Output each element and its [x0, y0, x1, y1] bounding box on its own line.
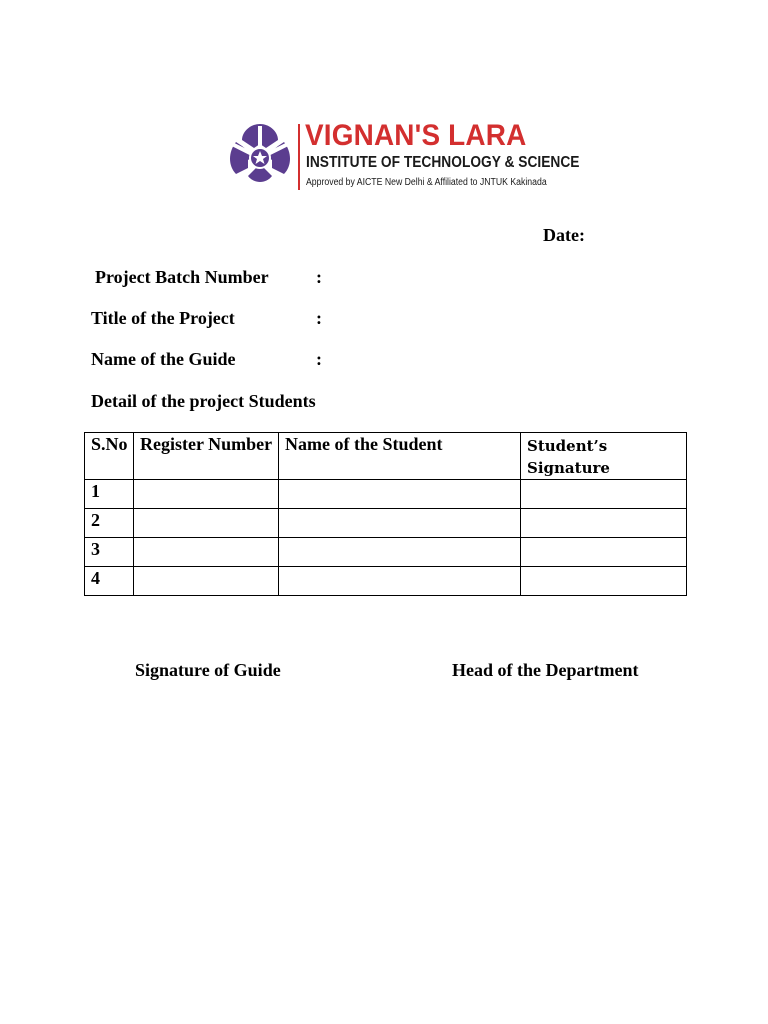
header-student-name: Name of the Student [279, 433, 521, 480]
cell-sno: 3 [85, 538, 134, 567]
header-sno: S.No [85, 433, 134, 480]
institute-tagline: Approved by AICTE New Delhi & Affiliated to JNTUK Kakinada [306, 177, 547, 188]
project-title-colon: : [316, 308, 322, 328]
guide-name-label: Name of the Guide [91, 349, 236, 369]
cell-sno: 1 [85, 480, 134, 509]
logo-divider [298, 124, 300, 190]
date-label: Date: [543, 225, 585, 245]
cell-student-name[interactable] [279, 480, 521, 509]
cell-register-number[interactable] [134, 567, 279, 596]
hod-label: Head of the Department [452, 660, 639, 680]
cell-register-number[interactable] [134, 538, 279, 567]
table-row [85, 538, 687, 567]
guide-name-colon: : [316, 349, 322, 369]
project-title-label: Title of the Project [91, 308, 235, 328]
cell-student-name[interactable] [279, 509, 521, 538]
cell-student-signature[interactable] [521, 480, 687, 509]
cell-sno: 2 [85, 509, 134, 538]
project-batch-number-colon: : [316, 267, 322, 287]
header-register-number: Register Number [134, 433, 279, 480]
institute-logo [226, 119, 580, 198]
cell-student-name[interactable] [279, 567, 521, 596]
cell-register-number[interactable] [134, 480, 279, 509]
cell-sno: 4 [85, 567, 134, 596]
cell-student-signature[interactable] [521, 538, 687, 567]
students-heading: Detail of the project Students [91, 391, 316, 411]
guide-signature-label: Signature of Guide [135, 660, 281, 680]
institute-name: VIGNAN'S LARA [305, 119, 527, 152]
institute-emblem-icon [226, 122, 294, 192]
table-header-row [85, 433, 687, 480]
table-row [85, 509, 687, 538]
table-row [85, 480, 687, 509]
table-row [85, 567, 687, 596]
students-table [84, 432, 687, 596]
project-batch-number-label: Project Batch Number [95, 267, 269, 287]
cell-student-name[interactable] [279, 538, 521, 567]
cell-student-signature[interactable] [521, 509, 687, 538]
cell-student-signature[interactable] [521, 567, 687, 596]
header-student-signature: Student’s Signature [521, 433, 687, 480]
institute-subtitle: INSTITUTE OF TECHNOLOGY & SCIENCE [306, 154, 580, 171]
cell-register-number[interactable] [134, 509, 279, 538]
